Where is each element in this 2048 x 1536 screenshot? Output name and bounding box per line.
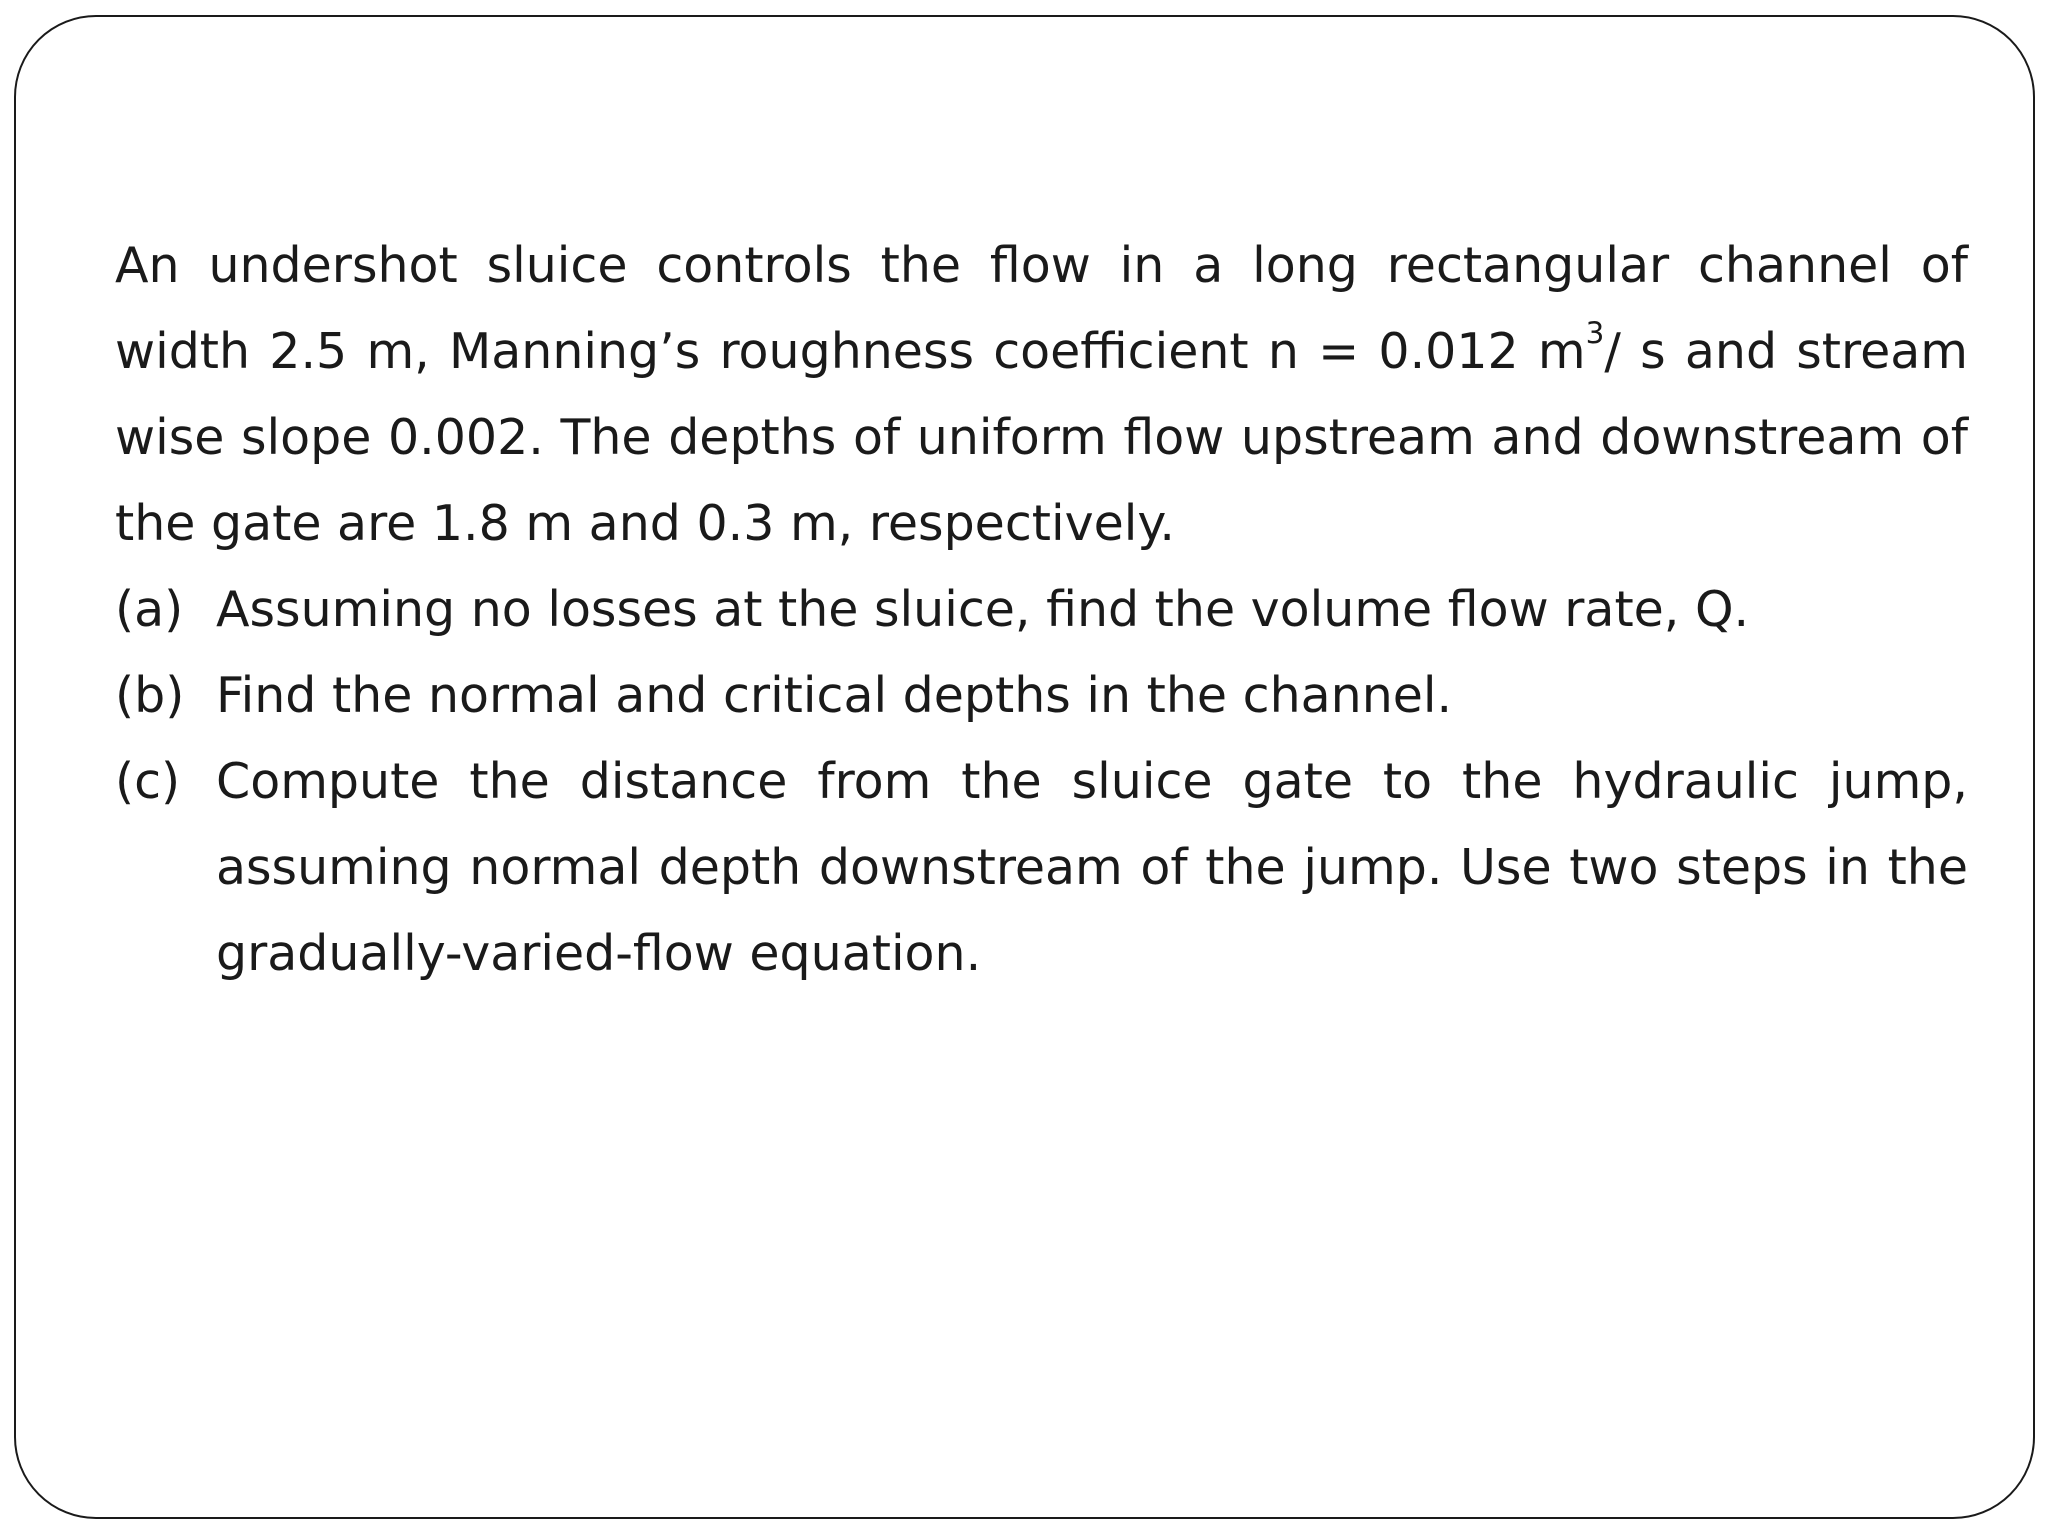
intro-text-part2: / s and stream wise slope 0.002. The depths of uniform flow upstream and downstream of the gate are 1.8 m and 0.3 m, respectively. — [115, 323, 1968, 552]
problem-intro — [115, 223, 1968, 567]
question-label: (c) — [115, 753, 181, 810]
question-item-c — [115, 739, 1968, 997]
problem-statement — [115, 223, 1968, 997]
question-item-b — [115, 653, 1968, 739]
question-label: (a) — [115, 581, 184, 638]
question-text: Compute the distance from the sluice gate to the hydraulic jump, assuming normal depth downstream of the jump. Use two steps in the gradually-varied-flow equation. — [216, 753, 1968, 982]
intro-text-part1: An undershot sluice controls the flow in a long rectangular channel of width 2.5 m, Manning’s roughness coefficient n = 0.012 m — [115, 237, 1968, 380]
question-label: (b) — [115, 667, 185, 724]
question-item-a — [115, 567, 1968, 653]
question-text: Find the normal and critical depths in the channel. — [216, 667, 1453, 724]
cubic-exponent: 3 — [1585, 316, 1605, 351]
slide-frame — [14, 15, 2035, 1519]
question-text: Assuming no losses at the sluice, find the volume flow rate, Q. — [216, 581, 1750, 638]
